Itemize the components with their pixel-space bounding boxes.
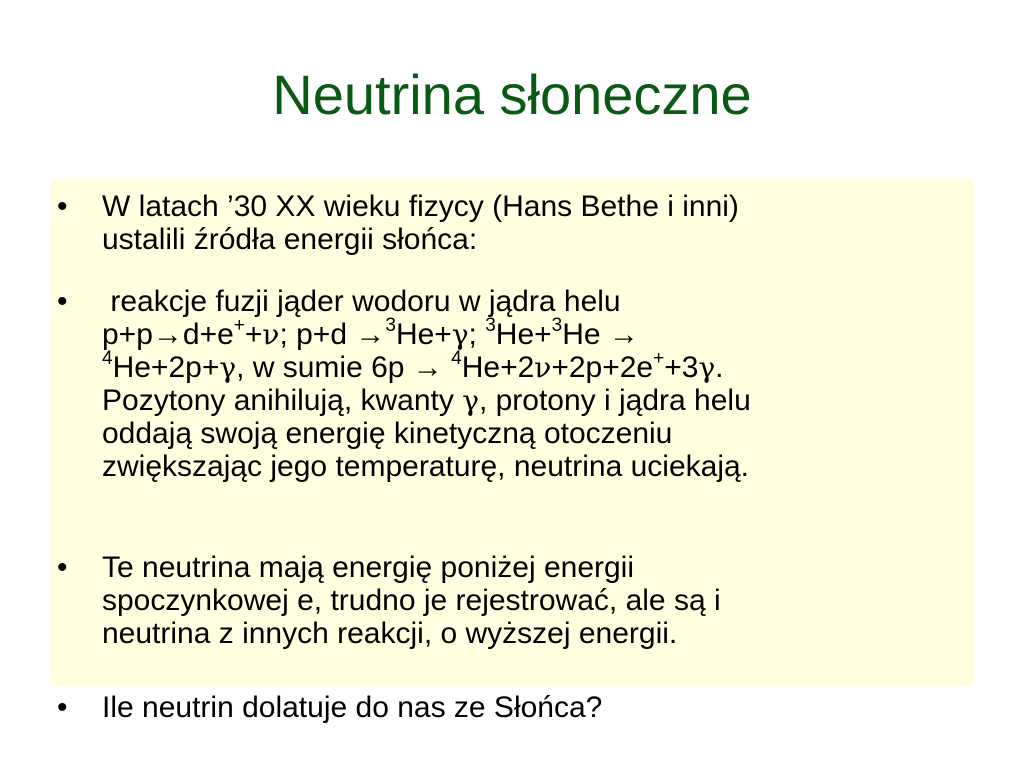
- gamma-symbol: γ: [451, 318, 469, 351]
- bullet-text-line: spoczynkowej e, trudno je rejestrować, ale są i: [102, 584, 721, 617]
- gamma-symbol: γ: [698, 351, 716, 384]
- bullet-item-1: [57, 190, 982, 256]
- gamma-symbol: γ: [462, 384, 479, 417]
- bullet-text-line: Te neutrina mają energię poniżej energii: [102, 551, 635, 584]
- bullet-marker: •: [57, 691, 68, 724]
- bullet-text-line: neutrina z innych reakcji, o wyższej energii.: [102, 617, 678, 650]
- bullet-marker: •: [57, 551, 68, 584]
- bullet-text-line: ustalili źródła energii słońca:: [102, 223, 478, 256]
- neutrino-symbol: ν: [534, 351, 552, 384]
- bullet-text-line: oddają swoją energię kinetyczną otoczeniu: [102, 417, 673, 450]
- bullet-item-4: [57, 691, 982, 724]
- bullet-text-line: W latach ’30 XX wieku fizycy (Hans Bethe i inni): [102, 190, 739, 223]
- bullet-item-2: [57, 285, 982, 483]
- bullet-marker: •: [57, 285, 68, 318]
- bullet-item-3: [57, 551, 982, 650]
- reaction-line-1: p+p→d+e++ν; p+d →$^3$He+γ; $^3$He+$^3$He →: [102, 315, 639, 351]
- reaction-line-2: $^4$He+2p+γ, w sumie 6p → $^4$He+2ν+2p+2e++3γ.: [102, 348, 724, 384]
- neutrino-symbol: ν: [262, 318, 280, 351]
- bullet-text-line: Pozytony anihilują, kwanty γ, protony i jądra helu: [102, 384, 751, 417]
- bullet-text-line: reakcje fuzji jąder wodoru w jądra helu: [102, 285, 621, 318]
- bullet-text-line: Ile neutrin dolatuje do nas ze Słońca?: [102, 691, 603, 724]
- bullet-text-line: zwiększając jego temperaturę, neutrina uciekają.: [102, 450, 750, 483]
- bullet-marker: •: [57, 190, 68, 223]
- gamma-symbol: γ: [219, 351, 237, 384]
- slide-title: Neutrina słoneczne: [272, 63, 752, 126]
